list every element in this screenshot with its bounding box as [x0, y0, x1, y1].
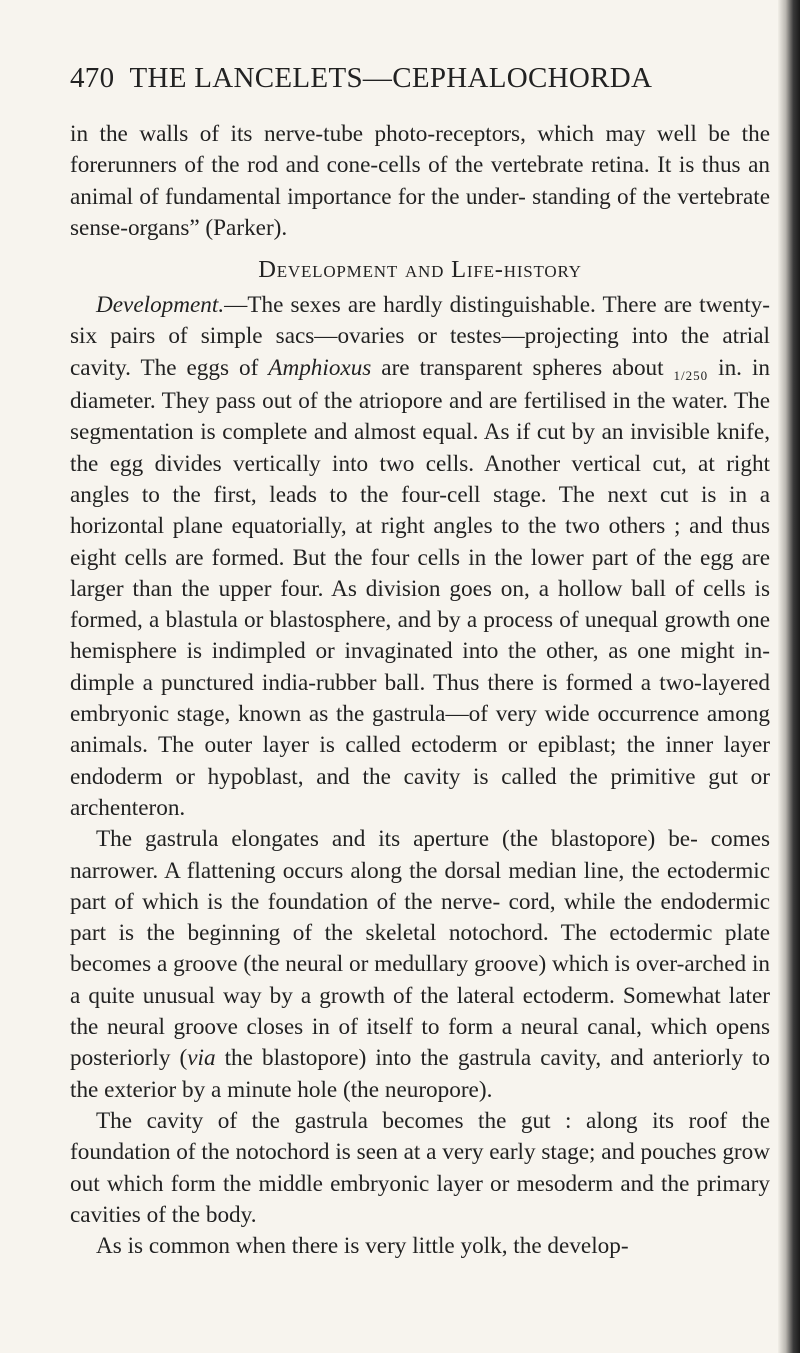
section-heading: Development and Life-history	[258, 256, 582, 284]
paragraph-text: —The sexes are hardly distinguishable. There are twenty-six pairs of simple sacs—ovaries or testes—projecting into the atrial cavity. The eggs of	[70, 292, 770, 381]
italic-via: via	[187, 1045, 216, 1072]
intro-paragraph: in the walls of its nerve-tube photo-receptors, which may well be the forerunners of the rod and cone-cells of the vertebrate retina. It is thus an animal of fundamental importance for the under- standing of the vertebrate sense-organs” (Parker).	[70, 121, 770, 241]
paragraph-development	[70, 290, 770, 824]
paragraph-text: The gastrula elongates and its aperture (the blastopore) be- comes narrower. A flattening occurs along the dorsal median line, the ectodermic part of which is the foundation of the nerve- cord, while the endodermic part is the beginning of the skeletal notochord. The ectodermic plate becomes a groove (the neural or medullary groove) which is over-arched in a quite unusual way by a growth of the lateral ectoderm. Somewhat later the neural groove closes in of itself to form a neural canal, which opens posteriorly (	[70, 826, 770, 1072]
genus-name: Amphioxus	[268, 354, 372, 381]
running-head	[70, 62, 770, 95]
chapter-title: THE LANCELETS—CEPHALOCHORDA	[129, 62, 653, 94]
paragraph-gut: The cavity of the gastrula becomes the gut : along its roof the foundation of the notochord is seen at a very early stage; and pouches grow out which form the middle embryonic layer or mesoderm and the primary cavities of the body.	[70, 1107, 770, 1228]
paragraph-text: in. in diameter. They pass out of the atriopore and are fertilised in the water. The segmentation is complete and almost equal. As if cut by an invisible knife, the egg divides vertically into two cells. Another vertical cut, at right angles to the first, leads to the four-cell stage. The next cut is in a horizontal plane equatorially, at right angles to the two others ; and thus eight cells are formed. But the four cells in the lower part of the egg are larger than the upper four. As division goes on, a hollow ball of cells is formed, a blastula or blastosphere, and by a process of unequal growth one hemisphere is indimpled or invaginated into the other, as one might in- dimple a punctured india-rubber ball. Thus there is formed a two-layered embryonic stage, known as the gastrula—of very wide occurrence among animals. The outer layer is called ectoderm or epiblast; the inner layer endoderm or hypoblast, and the cavity is called the primitive gut or archenteron.	[70, 354, 770, 821]
subheading-development: Development.	[96, 292, 225, 319]
page-number: 470	[70, 62, 115, 94]
paragraph-text: the blastopore) into the gastrula cavity, and anteriorly to the exterior by a minute hole (the neuropore).	[70, 1045, 770, 1103]
fraction: 1/250	[673, 367, 709, 383]
page-edge-shadow	[778, 0, 800, 1353]
paragraph-gastrula	[70, 824, 770, 1106]
paragraph-yolk: As is common when there is very little yolk, the develop-	[96, 1233, 629, 1260]
paragraph-text: are transparent spheres about	[371, 354, 674, 381]
page-content	[70, 62, 770, 1262]
